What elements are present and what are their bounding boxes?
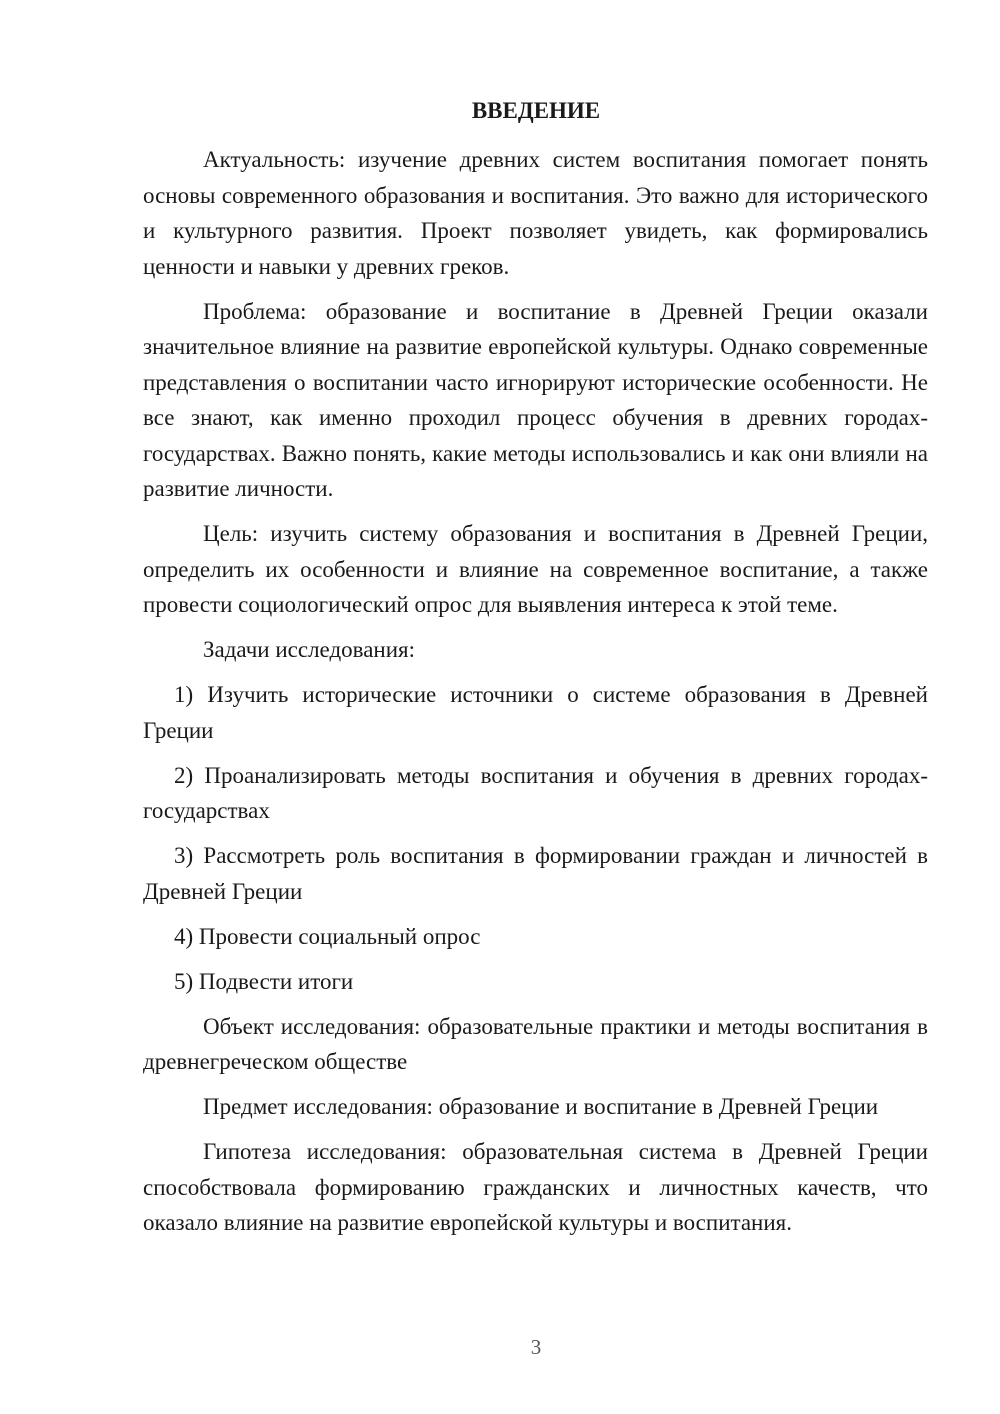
paragraph-tasks-heading: Задачи исследования: bbox=[203, 637, 416, 662]
page-number: 3 bbox=[530, 1335, 542, 1359]
task-item-3: 3) Рассмотреть роль воспитания в формировании граждан и личностей в Древней Греции bbox=[143, 843, 928, 904]
task-item-4: 4) Провести социальный опрос bbox=[174, 923, 481, 949]
page-title: ВВЕДЕНИЕ bbox=[471, 98, 601, 123]
paragraph-goal: Цель: изучить систему образования и воспитания в Древней Греции, определить их особенности и влияние на современное воспитание, а также провести социологический опрос для выявления интереса к этой теме. bbox=[143, 521, 928, 617]
paragraph-subject: Предмет исследования: образование и воспитание в Древней Греции bbox=[203, 1094, 879, 1119]
document-body bbox=[143, 142, 928, 1250]
task-item-2: 2) Проанализировать методы воспитания и обучения в древних городах-государствах bbox=[143, 762, 928, 823]
paragraph-problem: Проблема: образование и воспитание в Древней Греции оказали значительное влияние на развитие европейской культуры. Однако современные представления о воспитании часто игнорируют исторические особенности. Не все знают, как именно проходил процесс обучения в древних городах-государствах. Важно понять, какие методы использовались и как они влияли на развитие личности. bbox=[143, 298, 928, 501]
task-item-1: 1) Изучить исторические источники о системе образования в Древней Греции bbox=[143, 682, 928, 743]
task-item-5: 5) Подвести итоги bbox=[174, 968, 354, 994]
paragraph-object: Объект исследования: образовательные практики и методы воспитания в древнегреческом обществе bbox=[143, 1013, 928, 1074]
paragraph-relevance: Актуальность: изучение древних систем воспитания помогает понять основы современного образования и воспитания. Это важно для исторического и культурного развития. Проект позволяет увидеть, как формировались ценности и навыки у древних греков. bbox=[143, 147, 928, 279]
paragraph-hypothesis: Гипотеза исследования: образовательная система в Древней Греции способствовала формированию гражданских и личностных качеств, что оказало влияние на развитие европейской культуры и воспитания. bbox=[143, 1139, 928, 1235]
